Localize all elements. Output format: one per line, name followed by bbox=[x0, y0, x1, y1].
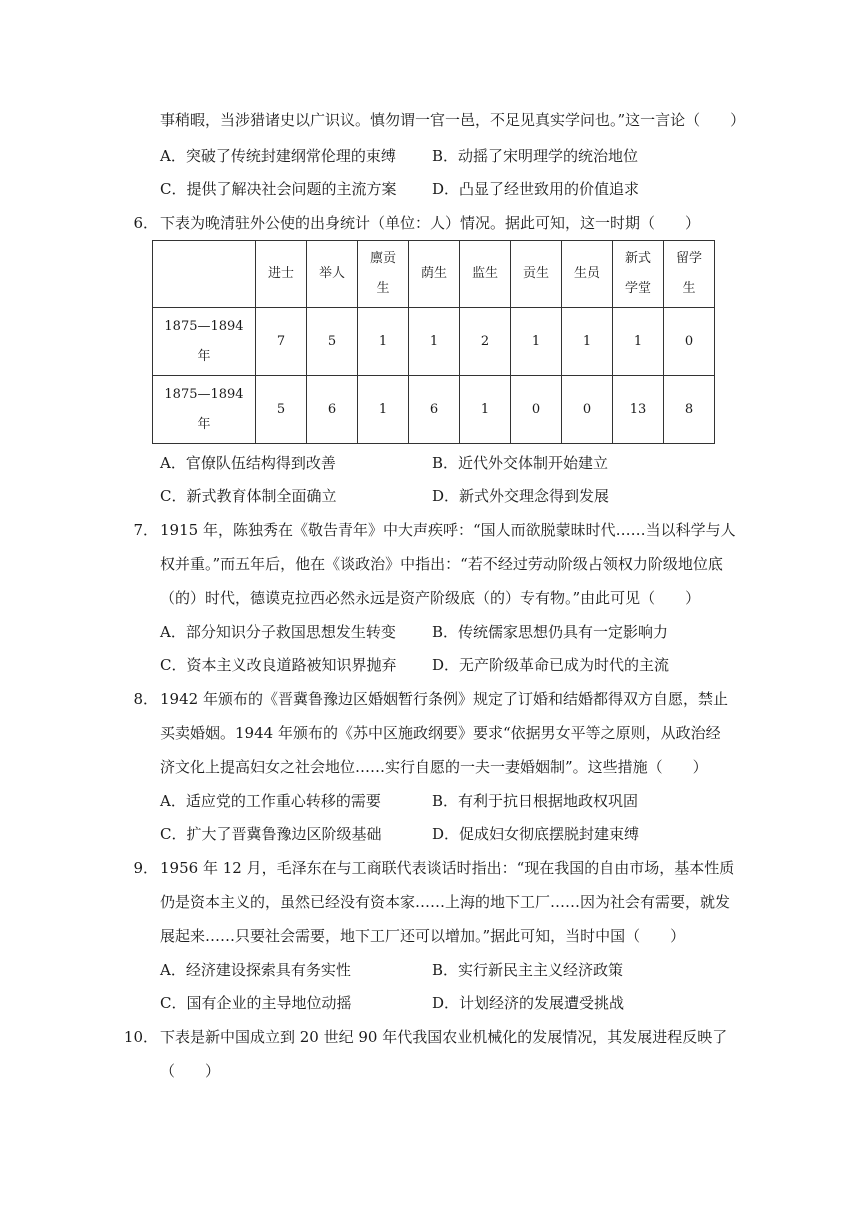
q8-stem-line-2: 买卖婚姻。1944 年颁布的《苏中区施政纲要》要求“依据男女平等之原则，从政治经 bbox=[160, 724, 721, 742]
q8-option-c[interactable] bbox=[160, 824, 382, 844]
q7-stem-line-3: （的）时代，德谟克拉西必然永远是资产阶级底（的）专有物。”由此可见（ ） bbox=[160, 589, 701, 607]
q5-option-b[interactable] bbox=[432, 146, 638, 166]
q6-option-b[interactable] bbox=[432, 453, 608, 473]
table-cell: 5 bbox=[256, 376, 307, 444]
q9-number: 9． bbox=[133, 859, 158, 877]
q10-number: 10． bbox=[123, 1028, 158, 1046]
q5-option-a[interactable] bbox=[160, 146, 396, 166]
table-cell: 7 bbox=[256, 308, 307, 376]
option-text: 新式教育体制全面确立 bbox=[186, 487, 337, 505]
table-period-cell: 1875—1894 年 bbox=[153, 376, 256, 444]
table-cell: 8 bbox=[664, 376, 715, 444]
q6-option-a[interactable] bbox=[160, 453, 336, 473]
table-cell: 1 bbox=[358, 376, 409, 444]
option-label: B． bbox=[432, 792, 459, 810]
table-header-cell: 进士 bbox=[256, 241, 307, 308]
q6-option-d[interactable] bbox=[432, 486, 609, 506]
option-label: C． bbox=[160, 994, 187, 1012]
table-header-row bbox=[153, 241, 715, 308]
q6-stem: 下表为晚清驻外公使的出身统计（单位：人）情况。据此可知，这一时期（ ） bbox=[160, 214, 701, 232]
option-text: 近代外交体制开始建立 bbox=[458, 454, 609, 472]
option-label: B． bbox=[432, 454, 459, 472]
q5-option-c[interactable] bbox=[160, 179, 397, 199]
option-label: A． bbox=[160, 961, 186, 979]
option-text: 适应党的工作重心转移的需要 bbox=[185, 792, 381, 810]
table-cell: 1 bbox=[511, 308, 562, 376]
q8-stem-line-1: 1942 年颁布的《晋冀鲁豫边区婚姻暂行条例》规定了订婚和结婚都得双方自愿，禁止 bbox=[160, 690, 728, 708]
table-cell: 0 bbox=[562, 376, 613, 444]
table-cell: 1 bbox=[358, 308, 409, 376]
table-header-cell: 生员 bbox=[562, 241, 613, 308]
option-text: 扩大了晋冀鲁豫边区阶级基础 bbox=[186, 825, 382, 843]
q8-option-d[interactable] bbox=[432, 824, 639, 844]
option-label: A． bbox=[160, 623, 186, 641]
table-row bbox=[153, 308, 715, 376]
option-label: B． bbox=[432, 623, 459, 641]
option-text: 凸显了经世致用的价值追求 bbox=[459, 180, 640, 198]
table-header-cell: 举人 bbox=[307, 241, 358, 308]
q7-option-b[interactable] bbox=[432, 622, 668, 642]
q8-stem-line-3: 济文化上提高妇女之社会地位……实行自愿的一夫一妻婚姻制”。这些措施（ ） bbox=[160, 758, 708, 776]
option-text: 动摇了宋明理学的统治地位 bbox=[458, 147, 639, 165]
q7-stem-line-1: 1915 年，陈独秀在《敬告青年》中大声疾呼：“国人而欲脱蒙昧时代……当以科学与人 bbox=[160, 521, 736, 539]
table-header-cell: 荫生 bbox=[409, 241, 460, 308]
option-label: B． bbox=[432, 147, 459, 165]
q8-option-a[interactable] bbox=[160, 791, 381, 811]
q9-option-d[interactable] bbox=[432, 993, 624, 1013]
q7-stem-line-2: 权并重。”而五年后，他在《谈政治》中指出：“若不经过劳动阶级占领权力阶级地位底 bbox=[160, 555, 723, 573]
table-header-cell: 廪贡 生 bbox=[358, 241, 409, 308]
q5-stem-line: 事稍暇，当涉猎诸史以广识议。慎勿谓一官一邑，不足见真实学问也。”这一言论（ ） bbox=[160, 111, 746, 129]
option-label: A． bbox=[160, 454, 186, 472]
q6-table bbox=[152, 240, 715, 444]
table-header-cell: 贡生 bbox=[511, 241, 562, 308]
option-label: D． bbox=[432, 825, 460, 843]
option-label: D． bbox=[432, 994, 460, 1012]
table-cell: 1 bbox=[409, 308, 460, 376]
option-text: 无产阶级革命已成为时代的主流 bbox=[459, 656, 670, 674]
option-label: A． bbox=[160, 147, 186, 165]
q9-option-b[interactable] bbox=[432, 960, 623, 980]
table-cell: 0 bbox=[664, 308, 715, 376]
table-cell: 2 bbox=[460, 308, 511, 376]
table-row bbox=[153, 376, 715, 444]
q7-option-d[interactable] bbox=[432, 655, 669, 675]
option-text: 传统儒家思想仍具有一定影响力 bbox=[458, 623, 669, 641]
q6-option-c[interactable] bbox=[160, 486, 337, 506]
option-text: 突破了传统封建纲常伦理的束缚 bbox=[185, 147, 396, 165]
table-cell: 5 bbox=[307, 308, 358, 376]
option-label: C． bbox=[160, 487, 187, 505]
option-text: 资本主义改良道路被知识界抛弃 bbox=[186, 656, 397, 674]
table-cell: 0 bbox=[511, 376, 562, 444]
table-cell: 6 bbox=[307, 376, 358, 444]
q9-stem-line-3: 展起来……只要社会需要，地下工厂还可以增加。”据此可知，当时中国（ ） bbox=[160, 927, 686, 945]
option-text: 新式外交理念得到发展 bbox=[459, 487, 610, 505]
q10-stem-line-2: （ ） bbox=[160, 1062, 221, 1080]
q5-option-d[interactable] bbox=[432, 179, 639, 199]
option-label: C． bbox=[160, 180, 187, 198]
option-label: B． bbox=[432, 961, 459, 979]
q6-number: 6． bbox=[133, 214, 158, 232]
q8-option-b[interactable] bbox=[432, 791, 638, 811]
table-cell: 6 bbox=[409, 376, 460, 444]
table-header-cell: 新式 学堂 bbox=[613, 241, 664, 308]
table-corner-cell bbox=[153, 241, 256, 308]
table-period-cell: 1875—1894 年 bbox=[153, 308, 256, 376]
q7-number: 7． bbox=[133, 521, 158, 539]
option-label: D． bbox=[432, 180, 460, 198]
option-text: 促成妇女彻底摆脱封建束缚 bbox=[459, 825, 640, 843]
option-label: C． bbox=[160, 825, 187, 843]
option-text: 经济建设探索具有务实性 bbox=[185, 961, 351, 979]
option-label: D． bbox=[432, 487, 460, 505]
option-text: 有利于抗日根据地政权巩固 bbox=[458, 792, 639, 810]
option-text: 部分知识分子救国思想发生转变 bbox=[185, 623, 396, 641]
table-cell: 1 bbox=[562, 308, 613, 376]
table-cell: 1 bbox=[613, 308, 664, 376]
q9-option-c[interactable] bbox=[160, 993, 352, 1013]
option-text: 国有企业的主导地位动摇 bbox=[186, 994, 352, 1012]
q9-option-a[interactable] bbox=[160, 960, 351, 980]
table-cell: 1 bbox=[460, 376, 511, 444]
q7-option-a[interactable] bbox=[160, 622, 396, 642]
table-header-cell: 留学 生 bbox=[664, 241, 715, 308]
option-text: 官僚队伍结构得到改善 bbox=[185, 454, 336, 472]
option-label: C． bbox=[160, 656, 187, 674]
q8-number: 8． bbox=[133, 690, 158, 708]
q9-stem-line-1: 1956 年 12 月，毛泽东在与工商联代表谈话时指出：“现在我国的自由市场，基本性质 bbox=[160, 859, 735, 877]
table-cell: 13 bbox=[613, 376, 664, 444]
table-header-cell: 监生 bbox=[460, 241, 511, 308]
option-text: 提供了解决社会问题的主流方案 bbox=[186, 180, 397, 198]
q10-stem-line-1: 下表是新中国成立到 20 世纪 90 年代我国农业机械化的发展情况，其发展进程反映了 bbox=[160, 1028, 728, 1046]
option-label: A． bbox=[160, 792, 186, 810]
q9-stem-line-2: 仍是资本主义的，虽然已经没有资本家……上海的地下工厂……因为社会有需要，就发 bbox=[160, 893, 731, 911]
option-label: D． bbox=[432, 656, 460, 674]
option-text: 实行新民主主义经济政策 bbox=[458, 961, 624, 979]
q7-option-c[interactable] bbox=[160, 655, 397, 675]
option-text: 计划经济的发展遭受挑战 bbox=[459, 994, 625, 1012]
